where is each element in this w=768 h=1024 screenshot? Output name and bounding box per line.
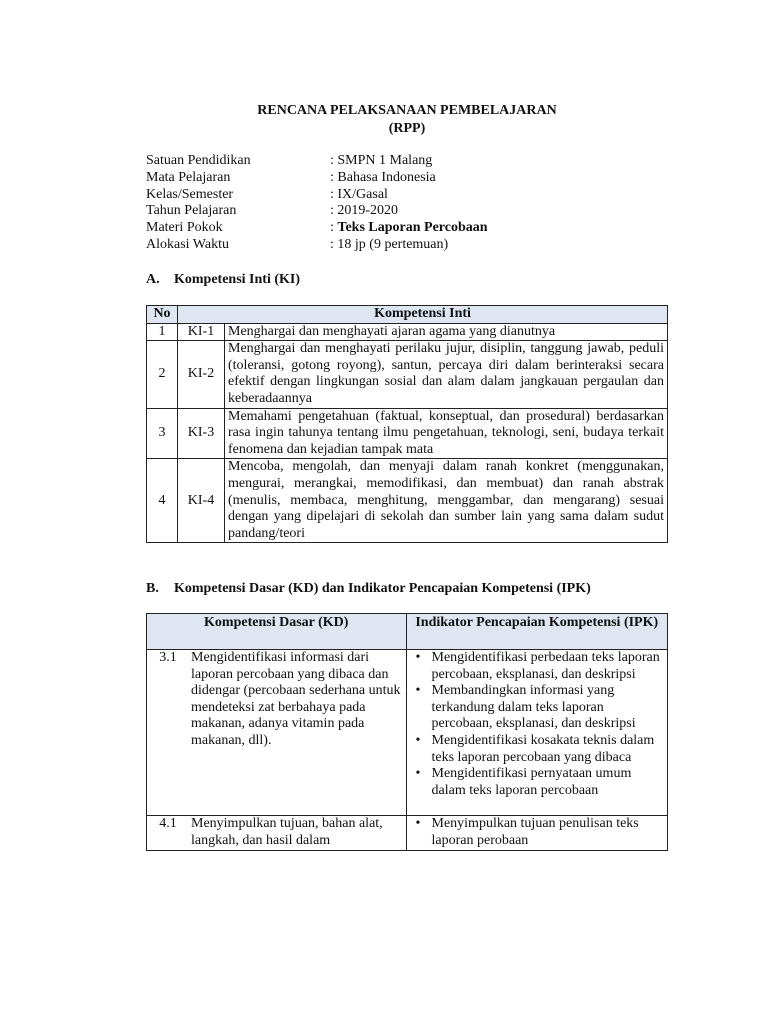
meta-row xyxy=(146,203,668,220)
materi-pokok-value: Teks Laporan Percobaan xyxy=(337,220,488,236)
header-kompetensi-inti: Kompetensi Inti xyxy=(178,306,668,324)
meta-value: : 18 jp (9 pertemuan) xyxy=(330,236,449,252)
ipk-list xyxy=(410,816,665,849)
header-kd: Kompetensi Dasar (KD) xyxy=(147,614,407,650)
section-letter: B. xyxy=(146,581,159,596)
meta-label: Satuan Pendidikan xyxy=(146,153,251,168)
row-no: 2 xyxy=(147,341,178,408)
table-row xyxy=(147,459,668,543)
kd-text: Mengidentifikasi informasi dari laporan percobaan yang dibaca dan didengar (percobaan sederhana untuk mendeteksi zat berbahaya pada makanan, adanya vitamin pada makanan, dll). xyxy=(189,650,406,816)
meta-value: : 2019-2020 xyxy=(330,203,399,219)
meta-value xyxy=(330,220,668,237)
section-letter: A. xyxy=(146,272,160,287)
meta-row xyxy=(146,220,668,237)
list-item: • Menyimpulkan tujuan penulisan teks laporan perobaan xyxy=(410,816,665,849)
meta-row xyxy=(146,153,668,170)
document-title: RENCANA PELAKSANAAN PEMBELAJARAN xyxy=(257,103,557,118)
table-header-row xyxy=(147,306,668,324)
list-item: • Mengidentifikasi kosakata teknis dalam teks laporan percobaan yang dibaca xyxy=(410,733,665,766)
table-row xyxy=(147,816,668,850)
table-row xyxy=(147,650,668,816)
section-title: Kompetensi Dasar (KD) dan Indikator Pencapaian Kompetensi (IPK) xyxy=(174,581,591,596)
meta-row xyxy=(146,237,668,254)
ipk-list xyxy=(410,650,665,799)
ipk-cell xyxy=(406,650,668,816)
row-code: KI-1 xyxy=(178,323,225,341)
section-b-heading xyxy=(146,581,591,597)
kd-number: 3.1 xyxy=(147,650,190,816)
row-no: 1 xyxy=(147,323,178,341)
section-a-heading xyxy=(146,272,300,288)
meta-label: Kelas/Semester xyxy=(146,186,234,202)
meta-value: : IX/Gasal xyxy=(330,186,388,202)
row-text: Menghargai dan menghayati perilaku jujur, disiplin, tanggung jawab, peduli (toleransi, gotong royong), santun, percaya diri dalam berinteraksi secara efektif dengan lingkungan sosial dan alam dalam jangkauan pergaulan dan keberadaannya xyxy=(225,341,668,408)
table-header-row xyxy=(147,614,668,650)
kd-text: Menyimpulkan tujuan, bahan alat, langkah, dan hasil dalam xyxy=(189,816,406,850)
identity-block xyxy=(146,153,668,254)
meta-value: : Bahasa Indonesia xyxy=(330,169,436,185)
kompetensi-inti-table xyxy=(146,305,668,543)
ipk-cell xyxy=(406,816,668,850)
meta-row xyxy=(146,170,668,187)
kd-number: 4.1 xyxy=(147,816,190,850)
table-row xyxy=(147,323,668,341)
table-row xyxy=(147,341,668,408)
meta-label: Tahun Pelajaran xyxy=(146,203,237,219)
kd-ipk-table xyxy=(146,613,668,851)
meta-value-prefix: : xyxy=(330,220,338,236)
header-no: No xyxy=(147,306,178,324)
section-title: Kompetensi Inti (KI) xyxy=(174,272,300,287)
header-ipk: Indikator Pencapaian Kompetensi (IPK) xyxy=(406,614,668,650)
row-text: Menghargai dan menghayati ajaran agama yang dianutnya xyxy=(225,323,668,341)
meta-value: : SMPN 1 Malang xyxy=(330,153,433,168)
row-code: KI-2 xyxy=(178,341,225,408)
row-no: 4 xyxy=(147,459,178,543)
row-text: Mencoba, mengolah, dan menyaji dalam ranah konkret (menggunakan, mengurai, merangkai, memodifikasi, dan membuat) dan ranah abstrak (menulis, membaca, menghitung, menggambar, dan mengarang) sesuai dengan yang dipelajari di sekolah dan sumber lain yang sama dalam sudut pandang/teori xyxy=(225,459,668,543)
table-row xyxy=(147,408,668,459)
meta-label: Materi Pokok xyxy=(146,220,223,236)
row-text: Memahami pengetahuan (faktual, konseptual, dan prosedural) berdasarkan rasa ingin tahunya tentang ilmu pengetahuan, teknologi, seni, budaya terkait fenomena dan kejadian tampak mata xyxy=(225,408,668,459)
row-code: KI-3 xyxy=(178,408,225,459)
list-item: • Membandingkan informasi yang terkandung dalam teks laporan percobaan, eksplanasi, dan deskripsi xyxy=(410,683,665,733)
meta-label: Mata Pelajaran xyxy=(146,169,231,185)
document-subtitle: (RPP) xyxy=(388,121,426,136)
row-code: KI-4 xyxy=(178,459,225,543)
list-item: • Mengidentifikasi perbedaan teks laporan percobaan, eksplanasi, dan deskripsi xyxy=(410,650,665,683)
row-no: 3 xyxy=(147,408,178,459)
meta-row xyxy=(146,187,668,204)
list-item: • Mengidentifikasi pernyataan umum dalam teks laporan percobaan xyxy=(410,766,665,799)
meta-label: Alokasi Waktu xyxy=(146,236,229,252)
